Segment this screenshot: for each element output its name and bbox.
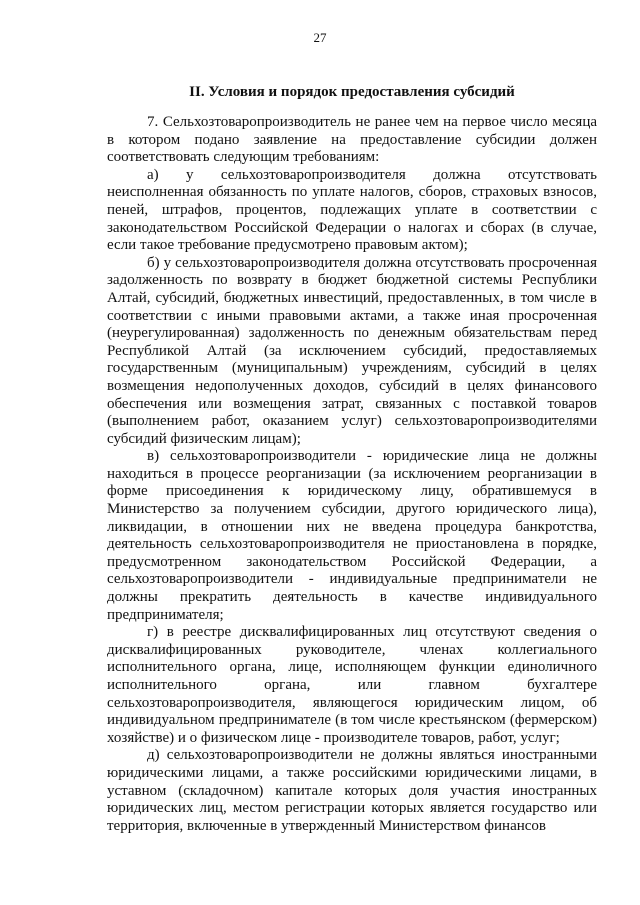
paragraph-item-g: г) в реестре дисквалифицированных лиц отсутствуют сведения о дисквалифицированных руководителе, членах коллегиального исполнительного органа, лице, исполняющем функции единоличного исполнительного органа, или главном бухгалтере сельхозтоваропроизводителя, являющегося юридическим лицом, об индивидуальном предпринимателе (в том числе крестьянском (фермерском) хозяйстве) и о физическом лице - производителе товаров, работ, услуг; (107, 624, 597, 746)
section-title: II. Условия и порядок предоставления субсидий (189, 84, 515, 100)
paragraph-item-b: б) у сельхозтоваропроизводителя должна отсутствовать просроченная задолженность по возврату в бюджет бюджетной системы Республики Алтай, субсидий, бюджетных инвестиций, предоставленных, в том числе в соответствии с иными правовыми актами, а также иная просроченная (неурегулированная) задолженность по денежным обязательствам перед Республикой Алтай (за исключением субсидий, предоставляемых государственным (муниципальным) учреждениям, субсидий в целях возмещения недополученных доходов, субсидий в целях финансового обеспечения или возмещения затрат, связанных с поставкой товаров (выполнением работ, оказанием услуг) сельхозтоваропроизводителями субсидий физическим лицам); (107, 254, 597, 447)
paragraph-7-intro: 7. Сельхозтоваропроизводитель не ранее чем на первое число месяца в котором подано заявление на предоставление субсидии должен соответствовать следующим требованиям: (107, 114, 597, 166)
paragraph-item-a: а) у сельхозтоваропроизводителя должна отсутствовать неисполненная обязанность по уплате налогов, сборов, страховых взносов, пеней, штрафов, процентов, подлежащих уплате в соответствии с законодательством Российской Федерации о налогах и сборах (в случае, если такое требование предусмотрено правовым актом); (107, 166, 597, 254)
page-number: 27 (313, 30, 327, 45)
paragraph-item-v: в) сельхозтоваропроизводители - юридические лица не должны находиться в процессе реорганизации (за исключением реорганизации в форме присоединения к юридическому лицу, обратившемуся в Министерство за получением субсидии, другого юридического лица), ликвидации, в отношении них не введена процедура банкротства, деятельность сельхозтоваропроизводителя не приостановлена в порядке, предусмотренном законодательством Российской Федерации, а сельхозтоваропроизводители - индивидуальные предприниматели не должны прекратить деятельность в качестве индивидуального предпринимателя; (107, 448, 597, 623)
body-text (107, 114, 597, 835)
paragraph-item-d: д) сельхозтоваропроизводители не должны являться иностранными юридическими лицами, а также российскими юридическими лицами, в уставном (складочном) капитале которых доля участия иностранных юридических лиц, местом регистрации которых является государство или территория, включенные в утвержденный Министерством финансов (107, 747, 597, 834)
